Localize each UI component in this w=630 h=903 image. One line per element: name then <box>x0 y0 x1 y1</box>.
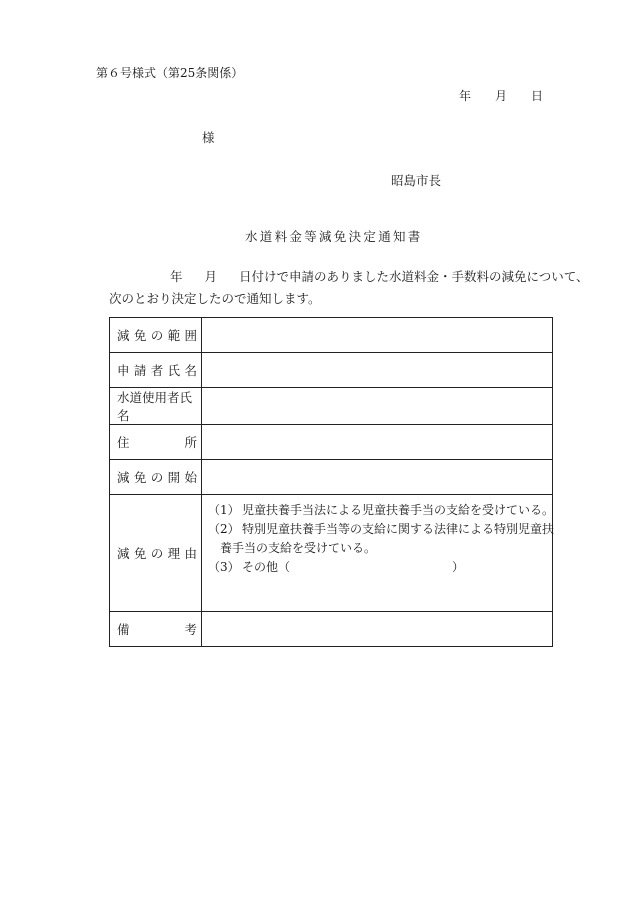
body-year: 年 <box>170 269 183 284</box>
table-row-remarks <box>110 612 553 647</box>
document-title: 水道料金等減免決定通知書 <box>245 229 423 244</box>
label-water-user: 水道使用者氏名 <box>110 388 202 425</box>
value-scope <box>202 318 553 353</box>
reason-item-3: （3） その他（ ） <box>208 560 465 574</box>
table-row-applicant <box>110 353 553 388</box>
label-start: 減 免 の 開 始 <box>110 460 202 495</box>
table-row-water-user <box>110 388 553 425</box>
value-address <box>202 425 553 460</box>
label-reason: 減 免 の 理 由 <box>110 495 202 612</box>
label-scope: 減 免 の 範 囲 <box>110 318 202 353</box>
value-reason <box>202 495 553 612</box>
value-water-user <box>202 388 553 425</box>
recipient-suffix: 様 <box>202 130 215 145</box>
label-applicant: 申 請 者 氏 名 <box>110 353 202 388</box>
body-line-2: 次のとおり決定したので通知します。 <box>109 291 321 306</box>
date-line <box>459 89 543 103</box>
date-year: 年 <box>459 89 472 103</box>
label-address: 住 所 <box>110 425 202 460</box>
value-applicant <box>202 353 553 388</box>
table-row-start <box>110 460 553 495</box>
table-row-scope <box>110 318 553 353</box>
reason-item-2-cont: 養手当の支給を受けている。 <box>220 541 377 555</box>
body-text-1: 日付けで申請のありました水道料金・手数料の減免について、 <box>239 269 589 284</box>
body-month: 月 <box>204 269 218 284</box>
value-remarks <box>202 612 553 647</box>
date-month: 月 <box>495 89 508 103</box>
table-row-address <box>110 425 553 460</box>
label-remarks: 備 考 <box>110 612 202 647</box>
issuer: 昭島市長 <box>391 173 442 188</box>
body-line-1 <box>170 270 589 284</box>
date-day: 日 <box>531 89 544 103</box>
form-table <box>109 317 553 647</box>
value-start <box>202 460 553 495</box>
form-number: 第６号様式（第25条関係） <box>96 66 244 80</box>
reason-item-2: （2） 特別児童扶養手当等の支給に関する法律による特別児童扶 <box>208 522 555 536</box>
reason-item-1: （1） 児童扶養手当法による児童扶養手当の支給を受けている。 <box>208 503 555 517</box>
table-row-reason <box>110 495 553 612</box>
